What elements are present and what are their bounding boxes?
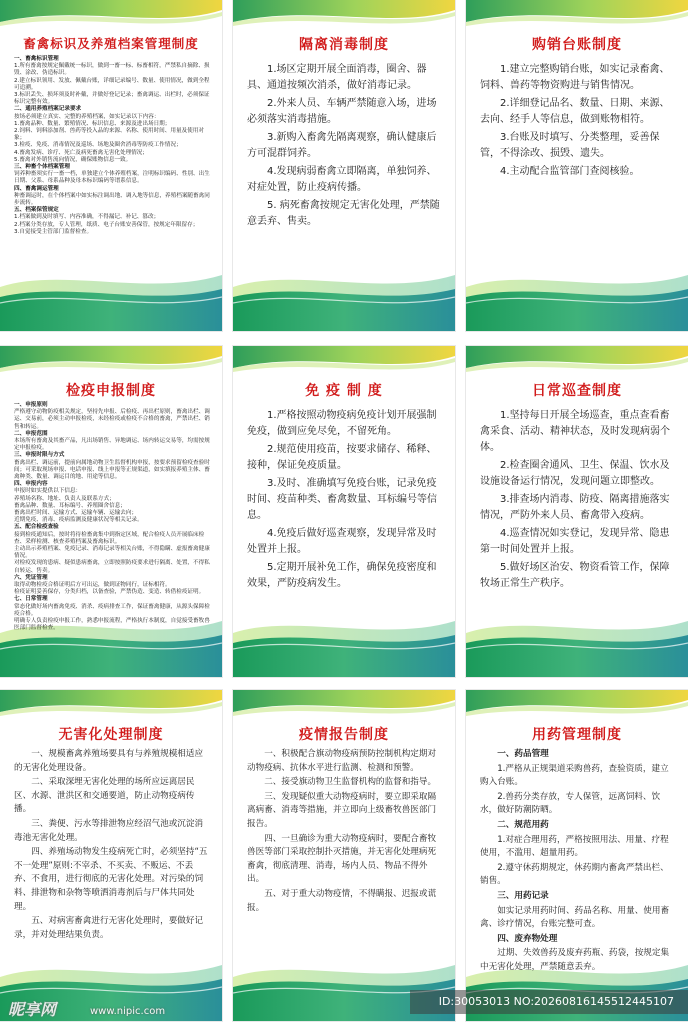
section-heading: 一、药品管理 (497, 749, 549, 759)
poster-body (480, 408, 676, 594)
rule-line: 1.建立完整购销台账，如实记录畜禽、饲料、兽药等物资购进与销售情况。 (480, 64, 670, 91)
rule-line: 本场所有畜禽及其畜产品，凡出场销售、异地调运、场内转运交易等，均需按规定申报检疫。 (14, 438, 210, 452)
rule-line: 3.检疫、免疫、消毒情况及巡场、场地及圈舍消毒等防疫工作情况； (14, 142, 182, 149)
top-wave-decoration (466, 690, 688, 724)
poster-panel (233, 346, 455, 677)
rule-line: 2.外来人员、车辆严禁随意入场，进场必须落实消毒措施。 (247, 98, 437, 125)
poster-panel (466, 346, 688, 677)
rule-line: 二、接受旗动物卫生监督机构的监督和指导。 (264, 777, 437, 788)
section-heading: 六、凭证管理 (14, 574, 48, 581)
rule-line: 3.自觉接受主管部门监督检查。 (14, 228, 93, 235)
rule-line: 畜禽出栏、调运前，提前向属地动物卫生监督机构申报，按要求预留检疫查验时间；可采取现场申报、电话申报、线上申报等正规渠道，如实填报养殖主体、畜禽种类、数量、调运目的地、用途等信息。 (14, 459, 210, 481)
rule-line: 取得动物检疫合格证明后方可出运，做到证物同行，证标相符。 (14, 582, 171, 589)
rule-line: 五、对病害畜禽进行无害化处理时，要做好记录，并对处理结果负责。 (14, 916, 204, 940)
top-wave-decoration (466, 0, 688, 34)
poster-body (480, 62, 676, 182)
rule-line: 2.详细登记品名、数量、日期、来源、去向、经手人等信息，做到账物相符。 (480, 98, 670, 125)
section-heading: 二、通用养殖档案记录要求 (14, 106, 82, 113)
rule-line: 1.畜禽品种、数量、繁殖情况、标识信息、来源及进出场日期； (14, 120, 171, 127)
section-heading: 四、废弃物处理 (497, 933, 558, 944)
rule-line: 如实记录用药时间、药品名称、用量、使用畜禽、诊疗情况，台账完整可查。 (480, 905, 670, 930)
rule-line: 按场必须建立真实、完整的养殖档案，如实记录以下内容： (14, 113, 160, 120)
rule-line: 检疫证明妥善保存，分类归档，以备查验，严禁伪造、变造、转借检疫证明。 (14, 589, 205, 596)
rule-line: 严格遵守动物防疫相关规定，坚持先申报、后检疫、再出栏原则，畜禽出栏、调运、交易前，必须主动申报检疫，未经检疫或检疫不合格的畜禽，严禁出栏、销售和转运。 (14, 409, 210, 430)
rule-line: 2.规范使用疫苗，按要求储存、稀释、接种，保证免疫质量。 (247, 444, 437, 471)
poster-body (247, 62, 443, 232)
rule-line: 5.畜禽对外销售流向情况，确保账物信息一致。 (14, 156, 132, 163)
poster-title: 购销台账制度 (532, 37, 622, 53)
poster-body (247, 748, 443, 916)
rule-line: 1.对症合理用药，严格按照用法、用量、疗程使用，不滥用、超量用药。 (480, 834, 669, 859)
rule-line: 一、规模畜禽养殖场要具有与养殖规模相适应的无害化处理设备。 (14, 749, 204, 773)
rule-line: 近期免疫、消毒、疫病监测及健康状况等相关记录。 (14, 517, 143, 524)
rule-line: 三、粪便、污水等排泄物应经沼气池或沉淀消毒池无害化处理。 (14, 818, 204, 843)
top-wave-decoration (466, 346, 688, 380)
poster-panel (233, 0, 455, 331)
top-wave-decoration (233, 346, 455, 380)
section-heading: 七、日常管理 (14, 596, 48, 603)
rule-line: 1.档案做到及时填写、内容准确，不得漏记、补记、篡改； (14, 214, 160, 221)
section-heading: 四、申报内容 (14, 481, 48, 488)
rule-line: 5.定期开展补免工作，确保免疫密度和效果，严防疫病发生。 (247, 562, 437, 589)
rule-line: 5. 病死畜禽按规定无害化处理，严禁随意丢弃、售卖。 (247, 200, 440, 227)
poster-body (480, 748, 676, 976)
poster-panel (466, 0, 688, 331)
rule-line: 3.排查场内消毒、防疫、隔离措施落实情况，严防外来人员、畜禽带入疫病。 (480, 494, 670, 521)
poster-panel (233, 690, 455, 1021)
poster-title: 疫情报告制度 (299, 727, 389, 743)
rule-line: 畜禽出栏时间、运输方式、运输车辆、运输去向； (14, 510, 138, 517)
rule-line: 过期、失效兽药及废弃药瓶、药袋，按规定集中无害化处理，严禁随意丢弃。 (480, 948, 670, 972)
section-heading: 二、规范用药 (497, 819, 549, 830)
poster-title: 无害化处理制度 (58, 727, 164, 743)
poster-title: 畜禽标识及养殖档案管理制度 (23, 36, 199, 51)
rule-line: 主动出示养殖档案、免疫记录、消毒记录等相关台账，不得隐瞒、虚报畜禽健康情况。 (14, 546, 210, 560)
rule-line: 2.建立标识领用、发放、佩戴台账，详细记录编号、数量、使用情况，做到全程可追溯。 (14, 77, 210, 91)
rule-line: 5.做好场区治安、物资看管工作，保障牧场正常生产秩序。 (480, 562, 670, 589)
top-wave-decoration (0, 346, 222, 380)
rule-line: 接到检疫通知后，按时将待检畜禽集中到指定区域，配合检疫人员开展临床检查、采样检测、核查养殖档案及畜禽标识。 (14, 531, 205, 545)
section-heading: 三、申报时限与方式 (14, 452, 65, 459)
bottom-wave-decoration (466, 613, 688, 677)
poster-title: 检疫申报制度 (66, 383, 156, 399)
rule-line: 明确专人负责检疫申报工作，熟悉申报流程，严格执行本制度，自觉接受畜牧兽医部门监督检查。 (14, 618, 210, 632)
poster-title: 用药管理制度 (532, 727, 622, 743)
poster-title: 日常巡查制度 (532, 383, 622, 399)
section-heading: 二、申报范围 (14, 430, 48, 437)
rule-line: 饲养种畜须实行一畜一档，单独建立个体养殖档案，注明标识编码、性别、出生日期、父系、母系品种及母本标识编码等谱系信息。 (14, 171, 210, 185)
section-heading: 四、畜禽调运管理 (14, 185, 59, 192)
rule-line: 3.台账及时填写、分类整理，妥善保管，不得涂改、损毁、遗失。 (480, 132, 660, 159)
rule-line: 2.兽药分类存放，专人保管，远离饲料、饮水，做好防潮防晒。 (480, 791, 661, 816)
watermark-id-bar: ID:30053013 NO:20260816145512445107 (410, 990, 688, 1014)
rule-line: 2.饲料、饲料添加剂、兽药等投入品的来源、名称、使用时间、用量及使用对象； (14, 128, 204, 142)
rule-line: 1.严格按照动物疫病免疫计划开展强制免疫，做到应免尽免，不留死角。 (247, 410, 437, 437)
bottom-wave-decoration (0, 267, 222, 331)
rule-line: 4.主动配合监管部门查阅核验。 (500, 166, 640, 177)
poster-panel (0, 346, 222, 677)
rule-line: 申报时如实提供以下信息： (14, 488, 82, 495)
bottom-wave-decoration (233, 613, 455, 677)
rule-line: 1.场区定期开展全面消毒，圈舍、器具、通道按频次消杀，做好消毒记录。 (247, 64, 427, 91)
rule-line: 1.坚持每日开展全场巡查，重点查看畜禽采食、活动、精神状态，及时发现病弱个体。 (480, 410, 670, 453)
watermark-logo: 昵享网 (8, 1000, 57, 1019)
rule-line: 2.遵守休药期规定，休药期内畜禽严禁出栏、销售。 (480, 862, 669, 887)
rule-line: 3.标识丢失、损坏须及时补戴，并做好登记记录；畜禽调运、出栏时，必须保证标识完整有效。 (14, 92, 210, 106)
top-wave-decoration (0, 690, 222, 724)
rule-line: 1.严格从正规渠道采购兽药，查验资质，建立购入台账。 (480, 763, 669, 788)
rule-line: 4.畜禽发病、诊疗、死亡及病死畜禽无害化处理情况； (14, 149, 148, 156)
top-wave-decoration (0, 0, 222, 34)
rule-line: 二、采取深埋无害化处理的场所应远离居民区、水源、泄洪区和交通要道，防止动物疫病传播。 (14, 777, 195, 815)
poster-panel (0, 0, 222, 331)
rule-line: 3.新购入畜禽先隔离观察，确认健康后方可混群饲养。 (247, 132, 437, 159)
section-heading: 一、畜禽标识管理 (14, 56, 59, 62)
rule-line: 养殖场名称、地址、负责人及联系方式； (14, 495, 115, 502)
poster-body (14, 56, 210, 236)
rule-line: 4.发现病弱畜禽立即隔离，单独饲养、对症处置，防止疫病传播。 (247, 166, 437, 193)
rule-line: 1.所有畜禽按规定佩戴统一标识，做到一畜一标、标畜相符，严禁私自摘除、损毁、涂改、伪造标识。 (14, 63, 210, 77)
poster-title: 免 疫 制 度 (305, 383, 383, 399)
rule-line: 常态化做好场内畜禽免疫、消杀、疫病排查工作，保证畜禽健康，从源头保障检疫合格。 (14, 603, 210, 617)
section-heading: 三、种畜个体档案管理 (14, 164, 70, 171)
poster-body (14, 748, 210, 943)
poster-panel (0, 690, 222, 1021)
top-wave-decoration (233, 0, 455, 34)
watermark-url: www.nipic.com (90, 1006, 166, 1017)
top-wave-decoration (233, 690, 455, 724)
rule-line: 种畜调运时，在个体档案中如实标注调出地、调入地等信息，养殖档案随畜禽同步流转。 (14, 192, 210, 207)
rule-line: 2.档案分类存放，专人管理，纸质、电子台账安善保管，按规定年限留存； (14, 221, 199, 228)
bottom-wave-decoration (466, 267, 688, 331)
rule-line: 4.巡查情况如实登记，发现异常、隐患第一时间处置并上报。 (480, 528, 670, 555)
poster-body (14, 402, 210, 633)
section-heading: 五、配合检疫查验 (14, 524, 59, 531)
rule-line: 三、发现疑似重大动物疫病时，要立即采取隔离病畜、消毒等措施，并立即向上级畜牧兽医部门报告。 (247, 791, 437, 829)
poster-title: 隔离消毒制度 (299, 37, 389, 53)
rule-line: 五、对于重大动物疫情，不得瞒报、迟报或谎报。 (247, 888, 437, 913)
rule-line: 畜禽品种、数量、耳标编号、养殖圈舍信息； (14, 502, 126, 509)
section-heading: 三、用药记录 (497, 890, 549, 901)
poster-body (247, 408, 443, 594)
rule-line: 4.免疫后做好巡查观察，发现异常及时处置并上报。 (247, 528, 437, 555)
poster-panel (466, 690, 688, 1021)
rule-line: 一、积极配合旗动物疫病预防控制机构定期对动物疫病、抗体水平进行监测、检测和预警。 (247, 749, 437, 773)
section-heading: 五、档案保管规定 (14, 207, 59, 214)
section-heading: 一、申报原则 (14, 402, 48, 408)
rule-line: 四、一旦确诊为重大动物疫病时，要配合畜牧兽医等部门采取控制扑灭措施，并无害化处理病死畜禽，彻底清理、消毒，场内人员、物品不得外出。 (247, 833, 437, 885)
rule-line: 3.及时、准确填写免疫台账，记录免疫时间、疫苗种类、畜禽数量、耳标编号等信息。 (247, 478, 437, 521)
rule-line: 对检疫发现的患病、疑似患病畜禽，立即按照防疫要求进行隔离、处置，不得私自转运、售卖。 (14, 560, 210, 574)
bottom-wave-decoration (233, 267, 455, 331)
rule-line: 四、养殖场动物发生疫病死亡时，必须坚持“五不一处理”原则:不宰杀、不买卖、不贩运、不丢弃、不食用，进行彻底的无害化处理。对污染的饲料、排泄物和杂物等喷洒消毒剂后与尸体共同处理。 (14, 847, 208, 912)
rule-line: 2.检查圈舍通风、卫生、保温、饮水及设施设备运行情况，发现问题立即整改。 (480, 460, 670, 487)
